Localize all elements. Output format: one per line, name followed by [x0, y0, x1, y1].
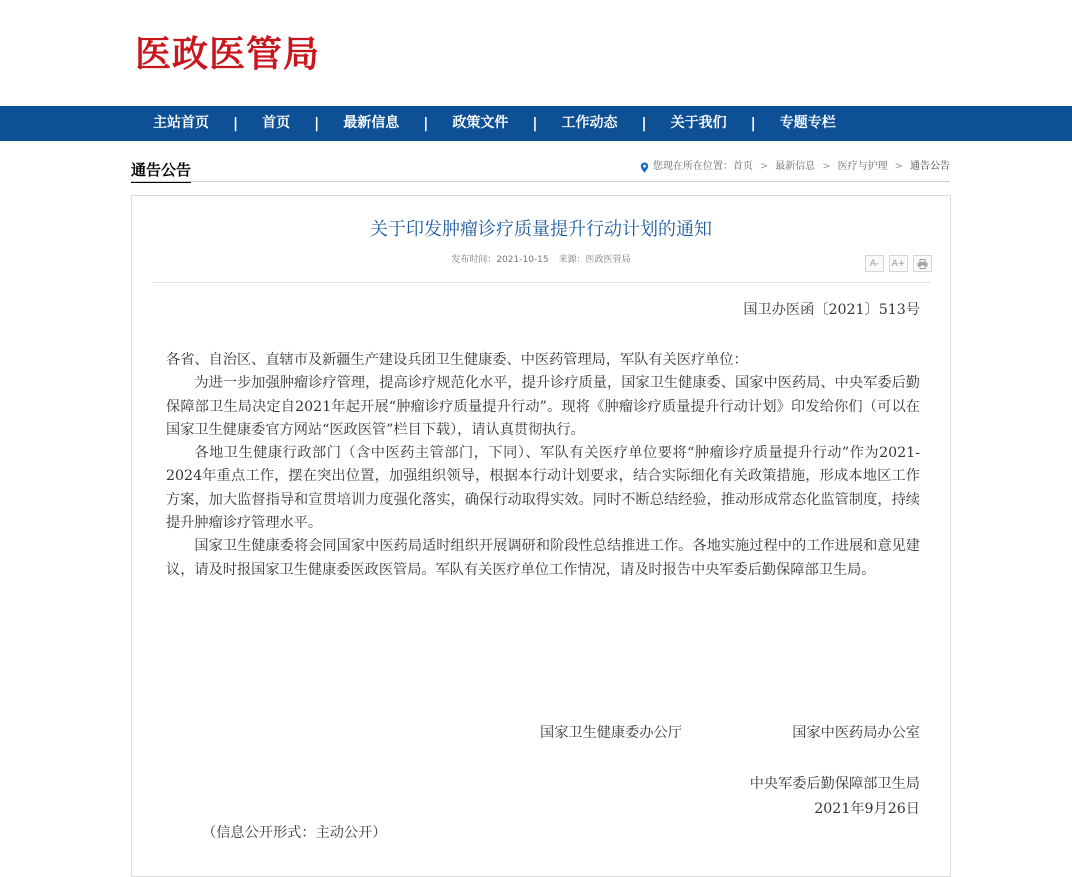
breadcrumb-separator: > — [894, 161, 903, 172]
nav-separator: | — [532, 115, 538, 132]
nav-item-work-updates[interactable]: 工作动态 — [561, 115, 618, 131]
source-value: 医政医管局 — [585, 255, 631, 265]
article-meta — [132, 254, 950, 266]
nav-separator: | — [423, 115, 429, 132]
breadcrumb-current: 通告公告 — [910, 161, 950, 172]
salutation: 各省、自治区、直辖市及新疆生产建设兵团卫生健康委、中医药管理局，军队有关医疗单位： — [166, 352, 748, 368]
signature-nhc-office: 国家卫生健康委办公厅 — [540, 725, 682, 741]
nav-item-home[interactable]: 首页 — [262, 115, 291, 131]
site-logo[interactable]: 医政医管局 — [135, 33, 321, 75]
nav-separator: | — [641, 115, 647, 132]
breadcrumb-separator: > — [759, 161, 769, 172]
nav-separator: | — [314, 115, 320, 132]
font-larger-button[interactable] — [889, 255, 908, 272]
signature-date: 2021年9月26日 — [814, 801, 920, 817]
nav-separator: | — [750, 115, 756, 132]
breadcrumb-home[interactable]: 首页 — [732, 161, 753, 172]
source-label: 来源： — [558, 255, 586, 265]
nav-separator: | — [233, 115, 239, 132]
nav-item-main-home[interactable]: 主站首页 — [153, 115, 209, 131]
nav-item-latest-news[interactable]: 最新信息 — [343, 115, 400, 131]
article-tools — [860, 255, 932, 272]
publish-date: 2021-10-15 — [496, 255, 549, 265]
nav-item-policy-documents[interactable]: 政策文件 — [452, 115, 509, 131]
article-title: 关于印发肿瘤诊疗质量提升行动计划的通知 — [370, 219, 712, 240]
disclosure-note: （信息公开形式：主动公开） — [202, 825, 387, 841]
publish-label: 发布时间： — [451, 255, 497, 265]
article-body — [166, 349, 920, 582]
breadcrumb-medical-nursing[interactable]: 医疗与护理 — [837, 161, 888, 172]
nav-item-special-topics[interactable]: 专题专栏 — [779, 115, 836, 131]
section-title: 通告公告 — [131, 160, 191, 183]
breadcrumb — [640, 160, 950, 174]
section-divider — [131, 181, 950, 182]
article-divider — [152, 282, 930, 283]
signature-tcm-office: 国家中医药局办公室 — [792, 725, 920, 741]
body-paragraph: 国家卫生健康委将会同国家中医药局适时组织开展调研和阶段性总结推进工作。各地实施过程中的工作进展和意见建议，请及时报国家卫生健康委医政医管局。军队有关医疗单位工作情况，请及时报告中央军委后勤保障部卫生局。 — [166, 538, 920, 578]
breadcrumb-prefix: 您现在所在位置： — [652, 161, 733, 172]
signature-military-health-bureau: 中央军委后勤保障部卫生局 — [749, 776, 920, 792]
breadcrumb-latest-news[interactable]: 最新信息 — [775, 161, 816, 172]
main-nav — [0, 106, 1072, 141]
location-pin-icon — [640, 162, 649, 173]
breadcrumb-separator: > — [822, 161, 831, 172]
document-number: 国卫办医函〔2021〕513号 — [743, 302, 920, 318]
print-button[interactable] — [913, 255, 932, 272]
article-panel — [131, 195, 951, 877]
nav-item-about-us[interactable]: 关于我们 — [670, 115, 727, 131]
printer-icon — [917, 259, 928, 269]
font-smaller-icon: A- — [869, 258, 880, 269]
body-paragraph: 各地卫生健康行政部门（含中医药主管部门，下同）、军队有关医疗单位要将“肿瘤诊疗质量提升行动”作为2021-2024年重点工作，摆在突出位置，加强组织领导，根据本行动计划要求，结合实际细化有关政策措施，形成本地区工作方案，加大监督指导和宣贯培训力度强化落实，确保行动取得实效。同时不断总结经验，推动形成常态化监管制度，持续提升肿瘤诊疗管理水平。 — [166, 445, 920, 532]
font-larger-icon: A+ — [891, 258, 906, 269]
body-paragraph: 为进一步加强肿瘤诊疗管理，提高诊疗规范化水平，提升诊疗质量，国家卫生健康委、国家中医药局、中央军委后勤保障部卫生局决定自2021年起开展“肿瘤诊疗质量提升行动”。现将《肿瘤诊疗质量提升行动计划》印发给你们（可以在国家卫生健康委官方网站“医政医管”栏目下载），请认真贯彻执行。 — [166, 375, 920, 438]
font-smaller-button[interactable] — [865, 255, 884, 272]
